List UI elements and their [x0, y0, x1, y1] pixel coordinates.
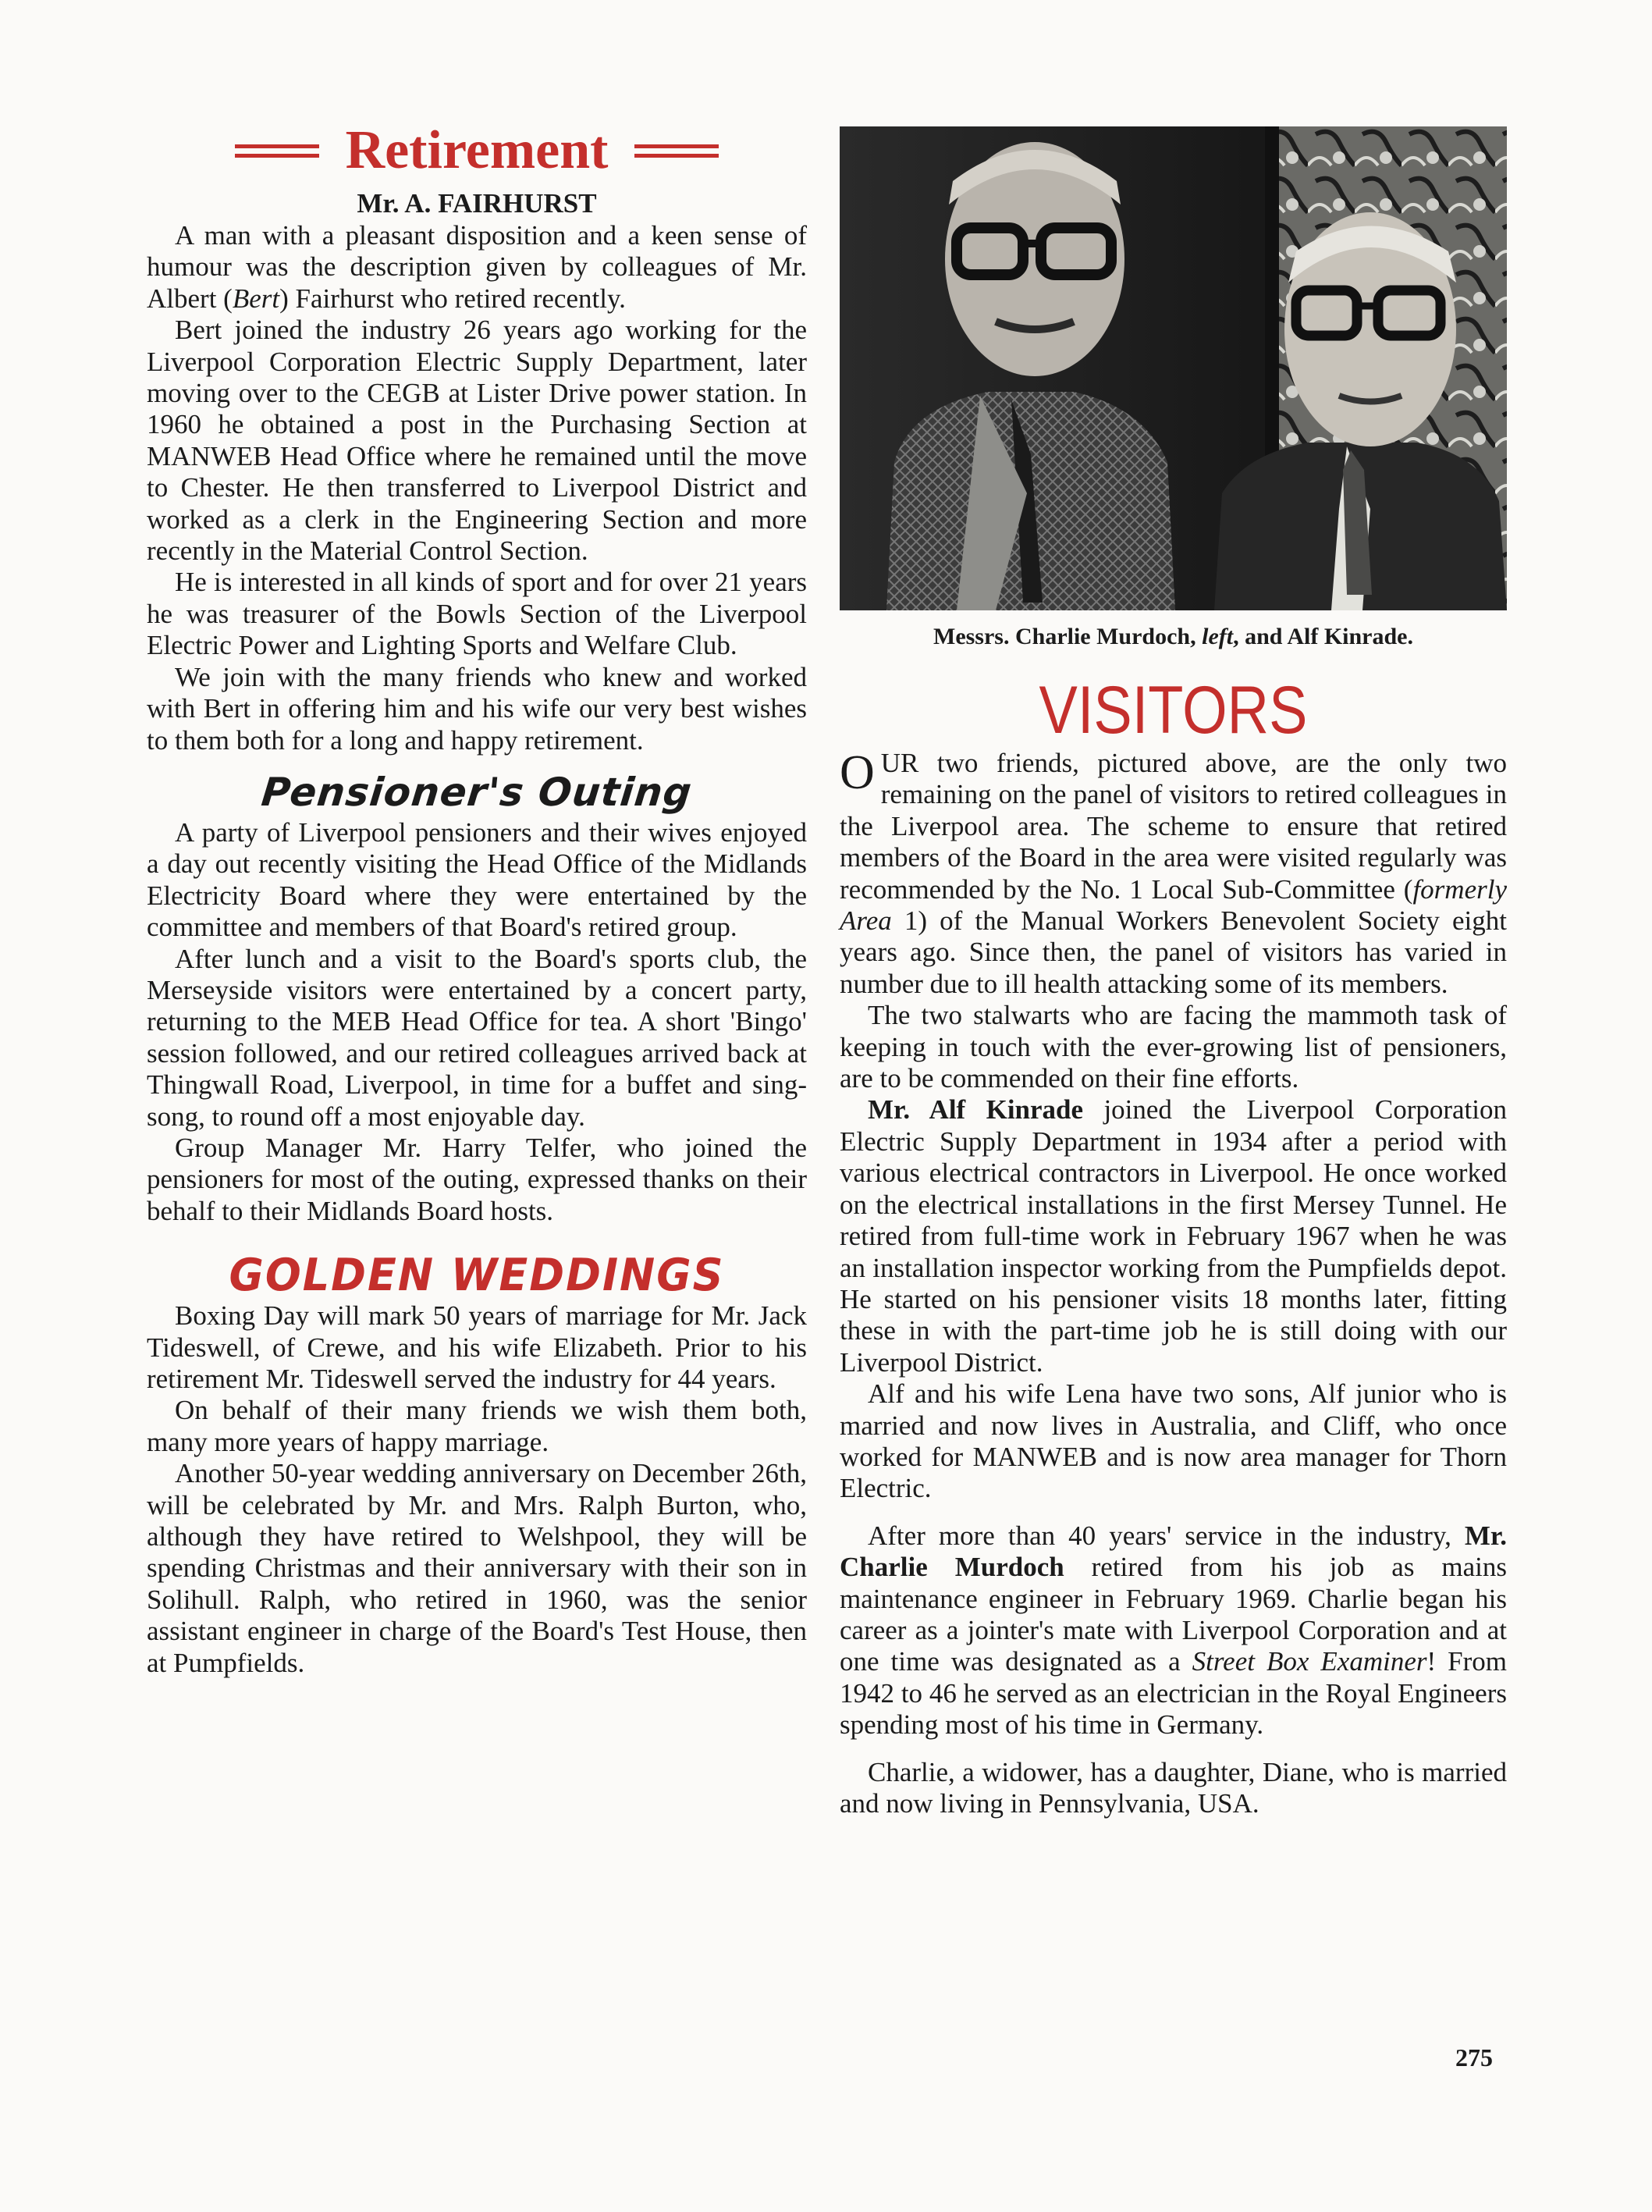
retirement-paragraph-1: A man with a pleasant disposition and a keen sense of humour was the description given by colleagues of Mr. Albert (Bert) Fairhurst who retired recently.: [147, 220, 807, 314]
outing-paragraph-2: After lunch and a visit to the Board's sports club, the Merseyside visitors were entertained by a concert party, returning to the MEB Head Office for tea. A short 'Bingo' session followed, and our retired colleagues arrived back at Thingwall Road, Liverpool, in time for a buffet and sing-song, to round off a most enjoyable day.: [147, 943, 807, 1132]
visitors-paragraph-6: Charlie, a widower, has a daughter, Diane, who is married and now living in Pennsylvania, USA.: [840, 1756, 1507, 1819]
retirement-paragraph-2: Bert joined the industry 26 years ago working for the Liverpool Corporation Electric Supply Department, later moving over to the CEGB at Lister Drive power station. In 1960 he obtained a post in the Purchasing Section at MANWEB Head Office where he remained until the move to Chester. He then transferred to Liverpool District and worked as a clerk in the Engineering Section and more recently in the Material Control Section.: [147, 315, 807, 567]
retirement-byline: Mr. A. FAIRHURST: [357, 188, 597, 219]
page-number: 275: [1455, 2043, 1493, 2072]
left-column: [147, 117, 807, 1679]
drop-cap: O: [840, 746, 875, 799]
retirement-paragraph-4: We join with the many friends who knew and worked with Bert in offering him and his wife our very best wishes to them both for a long and happy retirement.: [147, 661, 807, 756]
heading-rule-left: [235, 139, 319, 163]
visitors-paragraph-5: After more than 40 years' service in the industry, Mr. Charlie Murdoch retired from his job as mains maintenance engineer in February 1969. Charlie began his career as a jointer's mate with Liverpool Corporation and at one time was designated as a Street Box Examiner! From 1942 to 46 he served as an electrician in the Royal Engineers spending most of his time in Germany.: [840, 1520, 1507, 1741]
golden-paragraph-1: Boxing Day will mark 50 years of marriage for Mr. Jack Tideswell, of Crewe, and his wife Elizabeth. Prior to his retirement Mr. Tideswell served the industry for 44 years.: [147, 1300, 807, 1394]
portrait-photo-drawing: [840, 126, 1507, 610]
retirement-heading: [147, 117, 807, 184]
visitors-heading: VISITORS: [1039, 673, 1308, 748]
golden-paragraph-3: Another 50-year wedding anniversary on December 26th, will be celebrated by Mr. and Mrs. Ralph Burton, who, although they have retired to Welshpool, they will be spending Christmas and their anniversary with their son in Solihull. Ralph, who retired in 1960, was the senior assistant engineer in charge of the Board's Test House, then at Pumpfields.: [147, 1458, 807, 1678]
golden-weddings-heading: GOLDEN WEDDINGS: [229, 1249, 725, 1301]
golden-paragraph-2: On behalf of their many friends we wish them both, many more years of happy marriage.: [147, 1395, 807, 1457]
outing-heading: Pensioner's Outing: [259, 769, 695, 815]
visitors-paragraph-4: Alf and his wife Lena have two sons, Alf junior who is married and now lives in Australia, and Cliff, who once worked for MANWEB and is now area manager for Thorn Electric.: [840, 1378, 1507, 1504]
retirement-title: Retirement: [345, 120, 609, 180]
outing-paragraph-3: Group Manager Mr. Harry Telfer, who joined the pensioners for most of the outing, expressed thanks on their behalf to their Midlands Board hosts.: [147, 1132, 807, 1226]
right-column: [840, 126, 1507, 1819]
visitors-paragraph-2: The two stalwarts who are facing the mammoth task of keeping in touch with the ever-growing list of pensioners, are to be commended on their fine efforts.: [840, 1000, 1507, 1094]
visitors-paragraph-3: Mr. Alf Kinrade joined the Liverpool Corporation Electric Supply Department in 1934 after a period with various electrical contractors in Liverpool. He once worked on the electrical installations in the first Mersey Tunnel. He retired from full-time work in February 1967 when he was an installation inspector working from the Pumpfields depot. He started on his pensioner visits 18 months later, fitting these in with the part-time job he is still doing with our Liverpool District.: [840, 1094, 1508, 1378]
heading-rule-right: [634, 139, 719, 163]
retirement-paragraph-3: He is interested in all kinds of sport and for over 21 years he was treasurer of the Bowls Section of the Liverpool Electric Power and Lighting Sports and Welfare Club.: [147, 567, 807, 661]
visitors-paragraph-1: OUR two friends, pictured above, are the only two remaining on the panel of visitors to retired colleagues in the Liverpool area. The scheme to ensure that retired members of the Board in the area were visited regularly was recommended by the No. 1 Local Sub-Committee (formerly Area 1) of the Manual Workers Benevolent Society eight years ago. Since then, the panel of visitors has varied in number due to ill health attacking some of its members.: [840, 746, 1507, 999]
photo-caption: Messrs. Charlie Murdoch, left, and Alf Kinrade.: [933, 624, 1413, 649]
portrait-photo: [840, 126, 1507, 610]
outing-paragraph-1: A party of Liverpool pensioners and their wives enjoyed a day out recently visiting the Head Office of the Midlands Electricity Board where they were entertained by the committee and members of that Board's retired group.: [147, 816, 807, 943]
